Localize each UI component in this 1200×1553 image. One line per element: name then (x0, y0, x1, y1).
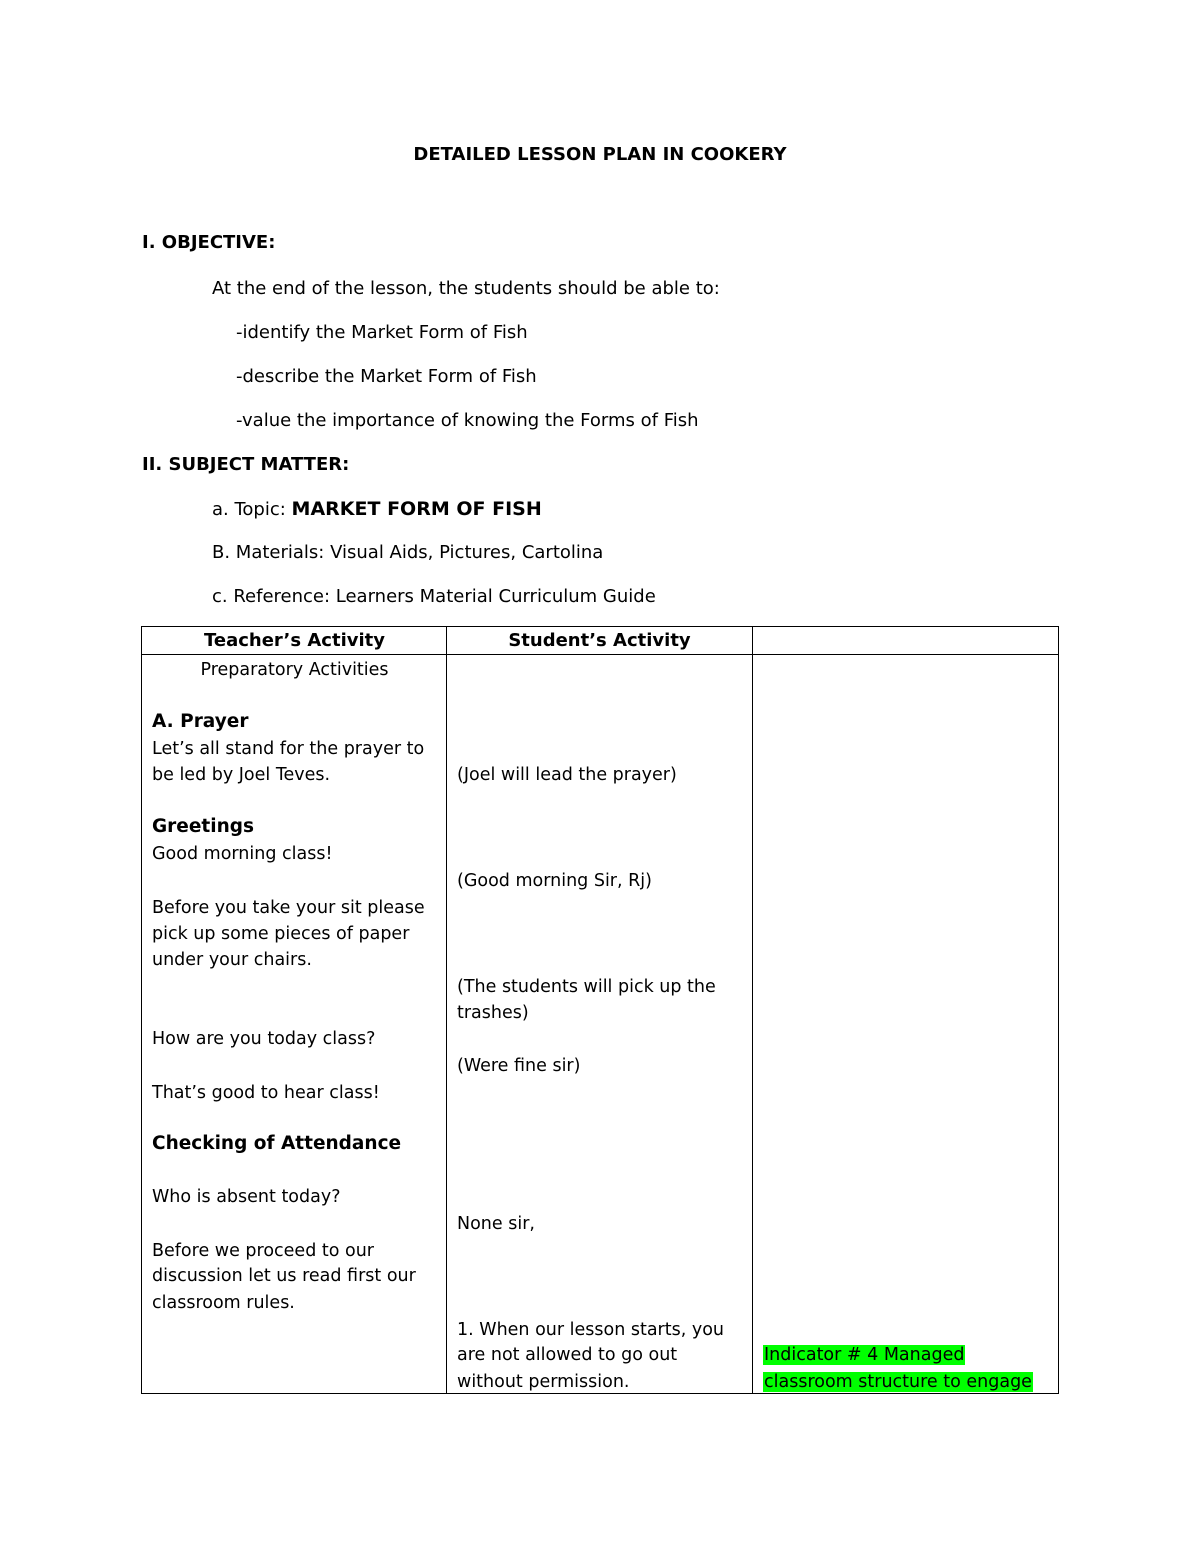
column-divider (446, 627, 447, 1393)
topic-line (212, 498, 542, 521)
indicator-highlight (763, 1371, 1033, 1393)
teacher-text: classroom rules. (152, 1293, 295, 1313)
student-text: without permission. (457, 1372, 630, 1392)
teacher-text: Good morning class! (152, 844, 333, 864)
student-text: trashes) (457, 1003, 529, 1023)
teacher-activity-header: Teacher’s Activity (203, 630, 385, 651)
remarks-header (753, 629, 1058, 653)
teacher-text: discussion let us read first our (152, 1266, 416, 1286)
teacher-text: under your chairs. (152, 950, 312, 970)
student-text: (The students will pick up the (457, 977, 716, 997)
teacher-text: How are you today class? (152, 1029, 376, 1049)
teacher-text: Before you take your sit please (152, 898, 425, 918)
topic-label: a. Topic: (212, 499, 292, 520)
prayer-heading: A. Prayer (152, 711, 249, 732)
objective-item: -describe the Market Form of Fish (236, 366, 537, 387)
indicator-text: Indicator # 4 Managed (764, 1345, 965, 1365)
indicator-highlight (763, 1344, 965, 1366)
materials-line: B. Materials: Visual Aids, Pictures, Cartolina (212, 542, 604, 563)
attendance-heading: Checking of Attendance (152, 1133, 402, 1154)
lesson-activity-table (141, 626, 1059, 1394)
subject-matter-heading: II. SUBJECT MATTER: (142, 454, 350, 475)
objective-item: -identify the Market Form of Fish (236, 322, 528, 343)
teacher-text: Before we proceed to our (152, 1241, 374, 1261)
student-activity-header: Student’s Activity (508, 630, 691, 651)
teacher-text: pick up some pieces of paper (152, 924, 410, 944)
student-text: are not allowed to go out (457, 1345, 678, 1365)
indicator-text: classroom structure to engage (764, 1372, 1032, 1392)
teacher-text: be led by Joel Teves. (152, 765, 331, 785)
column-divider (752, 627, 753, 1393)
reference-line: c. Reference: Learners Material Curriculum Guide (212, 586, 656, 607)
student-text: None sir, (457, 1214, 535, 1234)
document-title: DETAILED LESSON PLAN IN COOKERY (413, 144, 787, 165)
objective-heading: I. OBJECTIVE: (142, 232, 276, 253)
student-text: 1. When our lesson starts, you (457, 1320, 725, 1340)
topic-value: MARKET FORM OF FISH (291, 498, 542, 520)
student-text: (Were fine sir) (457, 1056, 581, 1076)
student-text: (Good morning Sir, Rj) (457, 871, 652, 891)
objective-intro: At the end of the lesson, the students should be able to: (212, 278, 720, 299)
preparatory-activities-label: Preparatory Activities (200, 660, 389, 680)
header-divider (142, 654, 1058, 655)
greetings-heading: Greetings (152, 816, 255, 837)
student-text: (Joel will lead the prayer) (457, 765, 677, 785)
teacher-text: Let’s all stand for the prayer to (152, 739, 425, 759)
teacher-text: That’s good to hear class! (152, 1083, 380, 1103)
teacher-text: Who is absent today? (152, 1187, 341, 1207)
objective-item: -value the importance of knowing the Forms of Fish (236, 410, 699, 431)
